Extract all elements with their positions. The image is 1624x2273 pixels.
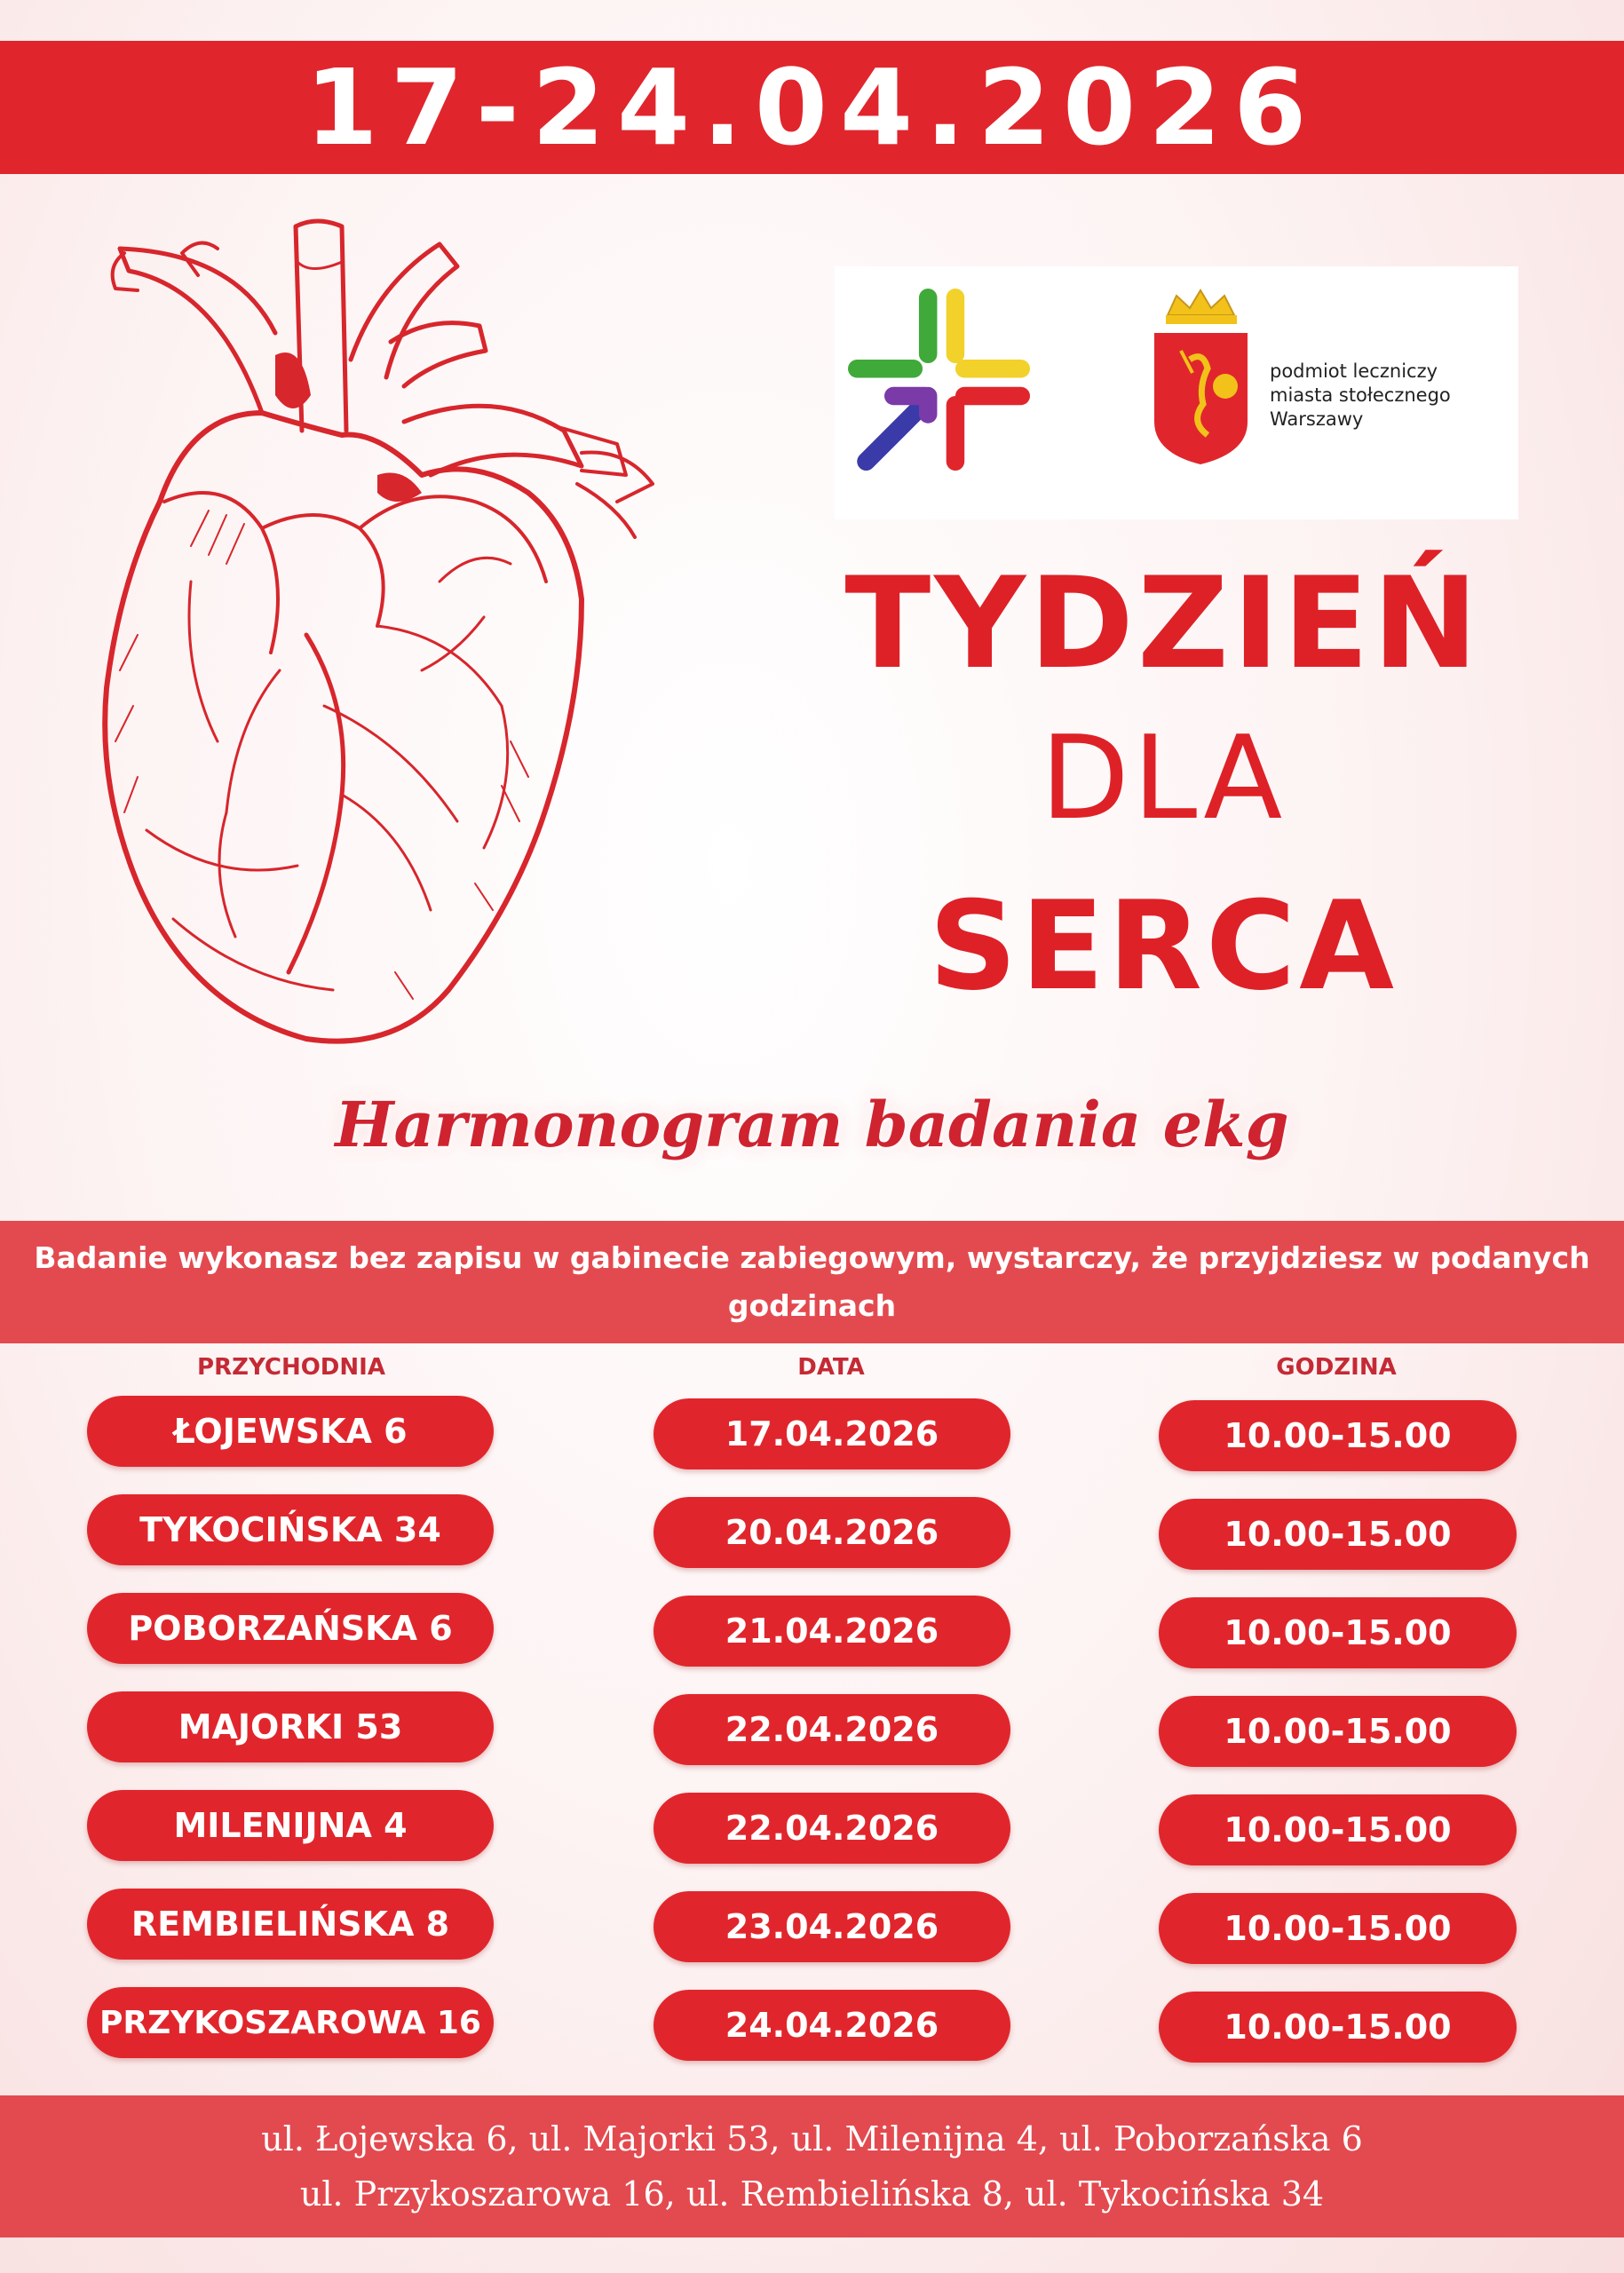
clinic-pill: PRZYKOSZAROWA 16 <box>87 1987 494 2058</box>
footer-line-2: ul. Przykoszarowa 16, ul. Rembielińska 8, ul. Tykocińska 34 <box>299 2174 1325 2214</box>
title-line-1: TYDZIEŃ <box>844 550 1482 697</box>
clinic-pill: MILENIJNA 4 <box>87 1790 494 1861</box>
header-clinic: PRZYCHODNIA <box>197 1354 385 1381</box>
hours-pill: 10.00-15.00 <box>1159 1696 1517 1767</box>
multicolor-cross-logo <box>848 289 1030 471</box>
header-hours: GODZINA <box>1276 1354 1397 1381</box>
clinic-pill: POBORZAŃSKA 6 <box>87 1593 494 1664</box>
title-line-2: DLA <box>1040 710 1287 845</box>
date-pill: 22.04.2026 <box>654 1793 1010 1864</box>
date-pill: 23.04.2026 <box>654 1891 1010 1962</box>
hours-pill: 10.00-15.00 <box>1159 1499 1517 1570</box>
hours-pill: 10.00-15.00 <box>1159 1400 1517 1471</box>
footer-line-1: ul. Łojewska 6, ul. Majorki 53, ul. Milenijna 4, ul. Poborzańska 6 <box>261 2119 1363 2158</box>
hours-pill: 10.00-15.00 <box>1159 1893 1517 1964</box>
hours-pill: 10.00-15.00 <box>1159 1597 1517 1668</box>
date-pill: 21.04.2026 <box>654 1596 1010 1667</box>
info-text: Badanie wykonasz bez zapisu w gabinecie zabiegowym, wystarczy, że przyjdziesz w podanych godzinach <box>34 1240 1590 1323</box>
schedule-subtitle: Harmonogram badania ekg <box>335 1088 1289 1161</box>
date-banner <box>0 41 1624 174</box>
anatomical-heart-illustration <box>84 209 724 1052</box>
hours-pill: 10.00-15.00 <box>1159 1992 1517 2063</box>
clinic-pill: MAJORKI 53 <box>87 1691 494 1762</box>
clinic-pill: TYKOCIŃSKA 34 <box>87 1494 494 1565</box>
date-pill: 20.04.2026 <box>654 1497 1010 1568</box>
header-date: DATA <box>797 1354 865 1381</box>
crest-caption: podmiot leczniczy miasta stołecznego Warszawy <box>1270 360 1451 430</box>
clinic-pill: REMBIELIŃSKA 8 <box>87 1889 494 1960</box>
info-banner <box>0 1221 1624 1343</box>
date-pill: 22.04.2026 <box>654 1694 1010 1765</box>
hours-pill: 10.00-15.00 <box>1159 1794 1517 1865</box>
title-line-3: SERCA <box>929 875 1398 1018</box>
warsaw-crest-icon <box>1150 289 1252 466</box>
date-range: 17-24.04.2026 <box>305 46 1319 169</box>
date-pill: 17.04.2026 <box>654 1398 1010 1469</box>
clinic-pill: ŁOJEWSKA 6 <box>87 1396 494 1467</box>
date-pill: 24.04.2026 <box>654 1990 1010 2061</box>
addresses-footer <box>0 2095 1624 2237</box>
